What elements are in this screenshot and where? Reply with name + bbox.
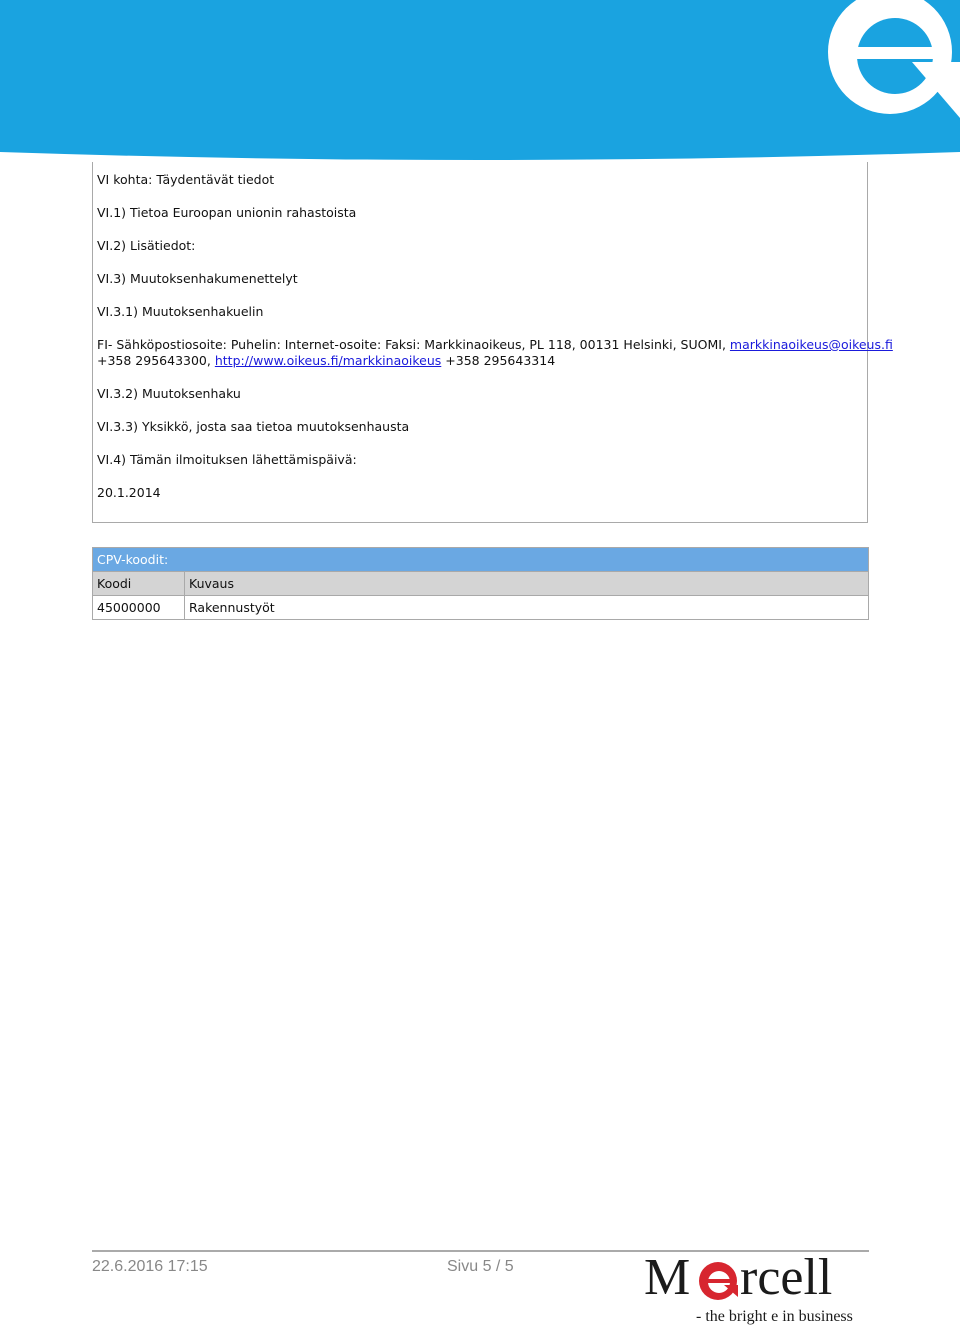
section-line: VI.1) Tietoa Euroopan unionin rahastoista: [97, 205, 357, 220]
dispatch-date: 20.1.2014: [97, 485, 161, 500]
section-line: VI.3.1) Muutoksenhakuelin: [97, 304, 264, 319]
footer-page-number: Sivu 5 / 5: [447, 1258, 514, 1275]
cpv-table: [92, 547, 869, 620]
cpv-table-title: CPV-koodit:: [93, 548, 869, 572]
logo-tagline: - the bright e in business: [696, 1308, 853, 1325]
logo-e-icon: [698, 1261, 738, 1301]
logo-letter-m: M: [644, 1249, 691, 1306]
section-line: VI.2) Lisätiedot:: [97, 238, 196, 253]
review-body-contact-2: [97, 353, 867, 369]
table-row: [93, 596, 869, 620]
fax-text: +358 295643314: [445, 353, 556, 368]
cpv-code-cell: 45000000: [93, 596, 185, 620]
section-line: VI.3.2) Muutoksenhaku: [97, 386, 241, 401]
review-body-contact: [97, 337, 893, 353]
contact-text: FI- Sähköpostiosoite: Puhelin: Internet-osoite: Faksi: Markkinaoikeus, PL 118, 00131 Helsinki, SUOMI,: [97, 337, 726, 352]
footer-timestamp: 22.6.2016 17:15: [92, 1258, 208, 1275]
section-line: VI.3.3) Yksikkö, josta saa tietoa muutoksenhausta: [97, 419, 410, 434]
cpv-description-cell: Rakennustyöt: [185, 596, 869, 620]
website-link[interactable]: http://www.oikeus.fi/markkinaoikeus: [214, 353, 442, 368]
section-line: VI.4) Tämän ilmoituksen lähettämispäivä:: [97, 452, 357, 467]
section-vi-box: [92, 162, 893, 523]
cpv-header-description: Kuvaus: [185, 572, 869, 596]
cpv-header-code: Koodi: [93, 572, 185, 596]
logo-wordmark: rcell: [740, 1249, 833, 1306]
section-line: VI.3) Muutoksenhakumenettelyt: [97, 271, 298, 286]
phone-text: +358 295643300,: [97, 353, 211, 368]
section-heading: VI kohta: Täydentävät tiedot: [97, 172, 275, 187]
mercell-logo: [644, 1249, 866, 1328]
header-banner: [0, 0, 960, 165]
email-link[interactable]: markkinaoikeus@oikeus.fi: [729, 337, 893, 352]
